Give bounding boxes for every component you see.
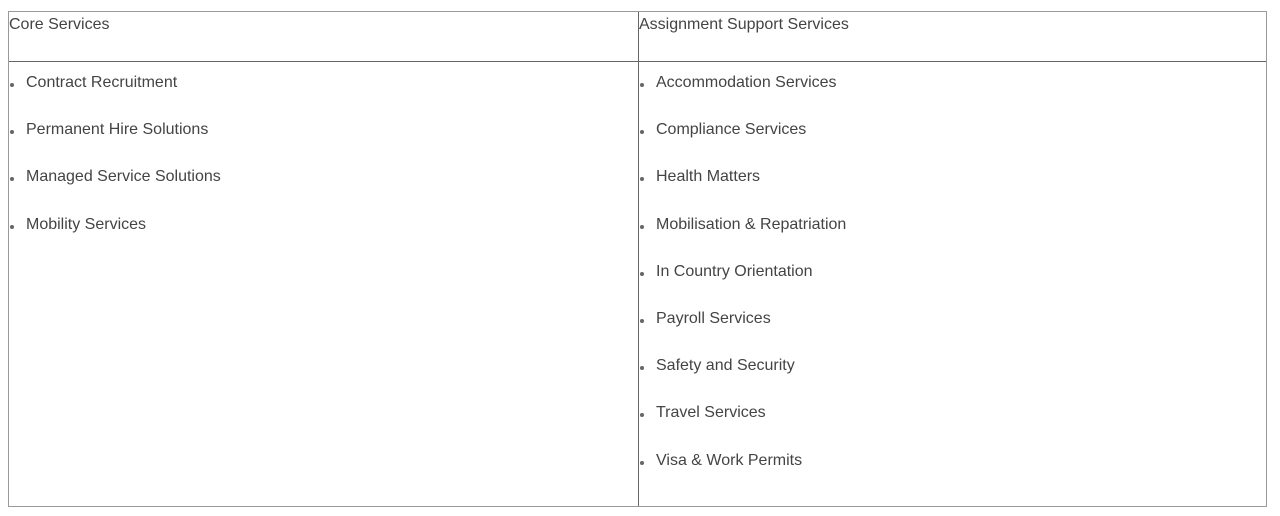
list-item-label: Health Matters xyxy=(656,168,761,186)
list-item xyxy=(639,168,846,215)
bullet-icon xyxy=(10,83,14,87)
services-table xyxy=(8,11,1267,507)
list-item-label: In Country Orientation xyxy=(656,262,813,280)
bullet-icon xyxy=(640,83,644,87)
list-item xyxy=(639,452,846,499)
list-item-label: Travel Services xyxy=(656,404,766,422)
list-item-label: Managed Service Solutions xyxy=(26,168,221,186)
list-item xyxy=(639,121,846,168)
list-item xyxy=(639,216,846,263)
bullet-icon xyxy=(640,413,644,417)
bullet-icon xyxy=(640,225,644,229)
bullet-icon xyxy=(10,225,14,229)
bullet-icon xyxy=(640,366,644,370)
bullet-icon xyxy=(640,319,644,323)
list-item-label: Accommodation Services xyxy=(656,74,837,91)
list-item-label: Payroll Services xyxy=(656,309,771,327)
core-services-list xyxy=(9,74,221,263)
list-item xyxy=(639,310,846,357)
list-item xyxy=(639,357,846,404)
column-header-core-services: Core Services xyxy=(9,16,110,33)
list-item xyxy=(9,216,221,263)
list-item-label: Visa & Work Permits xyxy=(656,451,803,469)
list-item xyxy=(639,74,846,121)
list-item-label: Mobilisation & Repatriation xyxy=(656,215,847,233)
bullet-icon xyxy=(640,177,644,181)
list-item xyxy=(639,263,846,310)
list-item-label: Safety and Security xyxy=(656,357,795,375)
list-item xyxy=(9,168,221,215)
bullet-icon xyxy=(640,461,644,465)
header-divider xyxy=(9,61,1266,62)
assignment-support-services-list xyxy=(639,74,846,499)
list-item xyxy=(9,74,221,121)
column-header-assignment-support-services: Assignment Support Services xyxy=(639,16,849,33)
bullet-icon xyxy=(10,177,14,181)
list-item-label: Compliance Services xyxy=(656,121,807,139)
bullet-icon xyxy=(640,272,644,276)
list-item xyxy=(9,121,221,168)
bullet-icon xyxy=(10,130,14,134)
list-item-label: Mobility Services xyxy=(26,215,147,233)
bullet-icon xyxy=(640,130,644,134)
list-item-label: Contract Recruitment xyxy=(26,74,178,91)
list-item-label: Permanent Hire Solutions xyxy=(26,121,209,139)
list-item xyxy=(639,404,846,451)
